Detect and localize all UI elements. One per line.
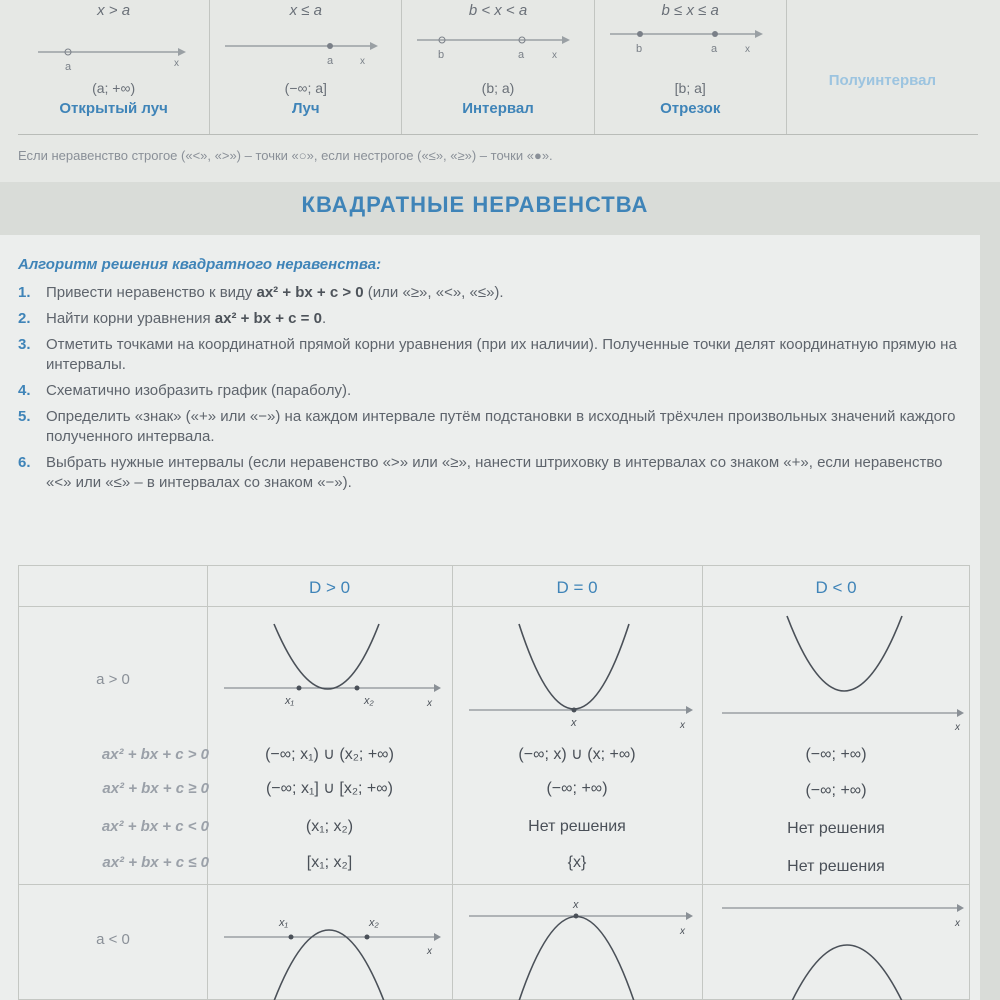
algorithm-title: Алгоритм решения квадратного неравенства: — [18, 256, 382, 273]
open-ray-number-line — [18, 18, 210, 78]
label-x1: x₁ — [279, 917, 288, 929]
step-item: 6. Выбрать нужные интервалы (если неравенство «>» или «≥», нанести штриховку в интервалах со знаком «+», если неравенство «<» или «≤» – в интервалах со знаком «−»). — [18, 454, 943, 491]
svg-text:b: b — [635, 43, 642, 55]
row-label-a-neg: a < 0 — [96, 931, 130, 948]
graph-apos-dzero — [464, 614, 699, 734]
inequality-gt: ax² + bx + c > 0 — [101, 746, 209, 763]
answer-dpos-gt: (−∞; x₁) ∪ (x₂; +∞) — [265, 746, 394, 763]
interval-half — [787, 0, 978, 134]
header-d-pos: D > 0 — [308, 578, 351, 597]
strict-note: Если неравенство строгое («<», «>») – точки «○», если нестрогое («≤», «≥») – точки «●». — [18, 148, 553, 163]
answer-dpos-le: [x₁; x₂] — [306, 854, 353, 871]
svg-text:x: x — [360, 56, 366, 67]
answer-dzero-le: {x} — [567, 854, 587, 871]
answer-dzero-ge: (−∞; +∞) — [546, 780, 608, 797]
svg-text:x: x — [744, 44, 750, 55]
interval-open-ray — [18, 0, 210, 134]
label-x-axis: x — [680, 926, 685, 937]
step-item: 3. Отметить точками на координатной прямой корни уравнения (при их наличии). Полученные точки делят координатную прямую на интервалы. — [18, 336, 957, 373]
interval-number-line — [402, 18, 594, 78]
quadratic-table — [18, 565, 970, 1000]
label-x1: x₁ — [285, 695, 294, 707]
interval-name: Интервал — [462, 100, 534, 117]
answer-dpos-lt: (x₁; x₂) — [305, 818, 354, 835]
step-item: 1. Привести неравенство к виду ax² + bx + c > 0 (или «≥», «<», «≤»). — [18, 284, 504, 301]
interval-notation: (a; +∞) — [92, 80, 136, 96]
answer-dzero-gt: (−∞; x) ∪ (x; +∞) — [518, 746, 636, 763]
answer-dneg-ge: (−∞; +∞) — [805, 782, 867, 799]
ray-number-line — [210, 18, 402, 78]
intervals-section — [0, 0, 1000, 182]
answer-dzero-lt: Нет решения — [528, 818, 626, 835]
interval-interval — [402, 0, 594, 134]
interval-condition: b ≤ x ≤ a — [661, 2, 719, 19]
label-x-axis: x — [427, 698, 432, 709]
graph-aneg-dzero — [464, 894, 699, 1000]
interval-ray — [210, 0, 402, 134]
answer-dpos-ge: (−∞; x₁] ∪ [x₂; +∞) — [265, 780, 394, 797]
section-title: КВАДРАТНЫЕ НЕРАВЕНСТВА — [301, 192, 649, 217]
interval-condition: b < x < a — [468, 2, 528, 19]
step-item: 4. Схематично изобразить график (параболу). — [18, 382, 352, 399]
interval-condition: x ≤ a — [289, 2, 323, 19]
inequality-ge: ax² + bx + c ≥ 0 — [102, 780, 209, 797]
algorithm-steps — [18, 283, 968, 499]
graph-aneg-dpos — [219, 894, 444, 1000]
step-item: 2. Найти корни уравнения ax² + bx + c = 0. — [18, 310, 327, 327]
label-x-axis: x — [955, 722, 960, 733]
svg-text:a: a — [65, 61, 72, 73]
interval-condition: x > a — [97, 2, 131, 19]
svg-text:a: a — [710, 43, 717, 55]
answer-dneg-gt: (−∞; +∞) — [805, 746, 867, 763]
inequality-lt: ax² + bx + c < 0 — [101, 818, 209, 835]
svg-text:a: a — [518, 49, 525, 61]
interval-segment — [595, 0, 787, 134]
interval-name: Отрезок — [660, 100, 721, 117]
graph-apos-dneg — [717, 606, 967, 736]
label-x-axis: x — [680, 720, 685, 731]
header-d-neg: D < 0 — [815, 578, 857, 597]
interval-notation: [b; a] — [674, 80, 706, 96]
label-x2: x₂ — [369, 917, 379, 929]
interval-name: Полуинтервал — [828, 72, 937, 89]
label-x-axis: x — [427, 946, 432, 957]
interval-name: Открытый луч — [59, 100, 168, 117]
label-x2: x₂ — [364, 695, 374, 707]
header-d-zero: D = 0 — [556, 578, 598, 597]
graph-aneg-dneg — [717, 894, 967, 1000]
intervals-row — [18, 0, 978, 135]
answer-dneg-lt: Нет решения — [787, 820, 885, 837]
label-x-axis: x — [955, 918, 960, 929]
interval-name: Луч — [292, 100, 320, 117]
segment-number-line — [595, 18, 787, 78]
interval-notation: (−∞; a] — [284, 80, 327, 96]
label-x: x — [573, 899, 579, 911]
label-x: x — [571, 717, 577, 729]
svg-text:x: x — [552, 50, 558, 61]
svg-text:x: x — [174, 58, 179, 69]
inequality-le: ax² + bx + c ≤ 0 — [102, 854, 209, 871]
interval-notation: (b; a) — [481, 80, 515, 96]
step-item: 5. Определить «знак» («+» или «−») на каждом интервале путём подстановки в исходный трёхчлен произвольных значений каждого полученного интервала. — [18, 408, 956, 445]
svg-text:b: b — [438, 49, 445, 61]
graph-apos-dpos — [219, 614, 444, 734]
answer-dneg-le: Нет решения — [787, 858, 885, 875]
svg-text:a: a — [327, 55, 334, 67]
row-label-a-pos: a > 0 — [96, 671, 130, 688]
